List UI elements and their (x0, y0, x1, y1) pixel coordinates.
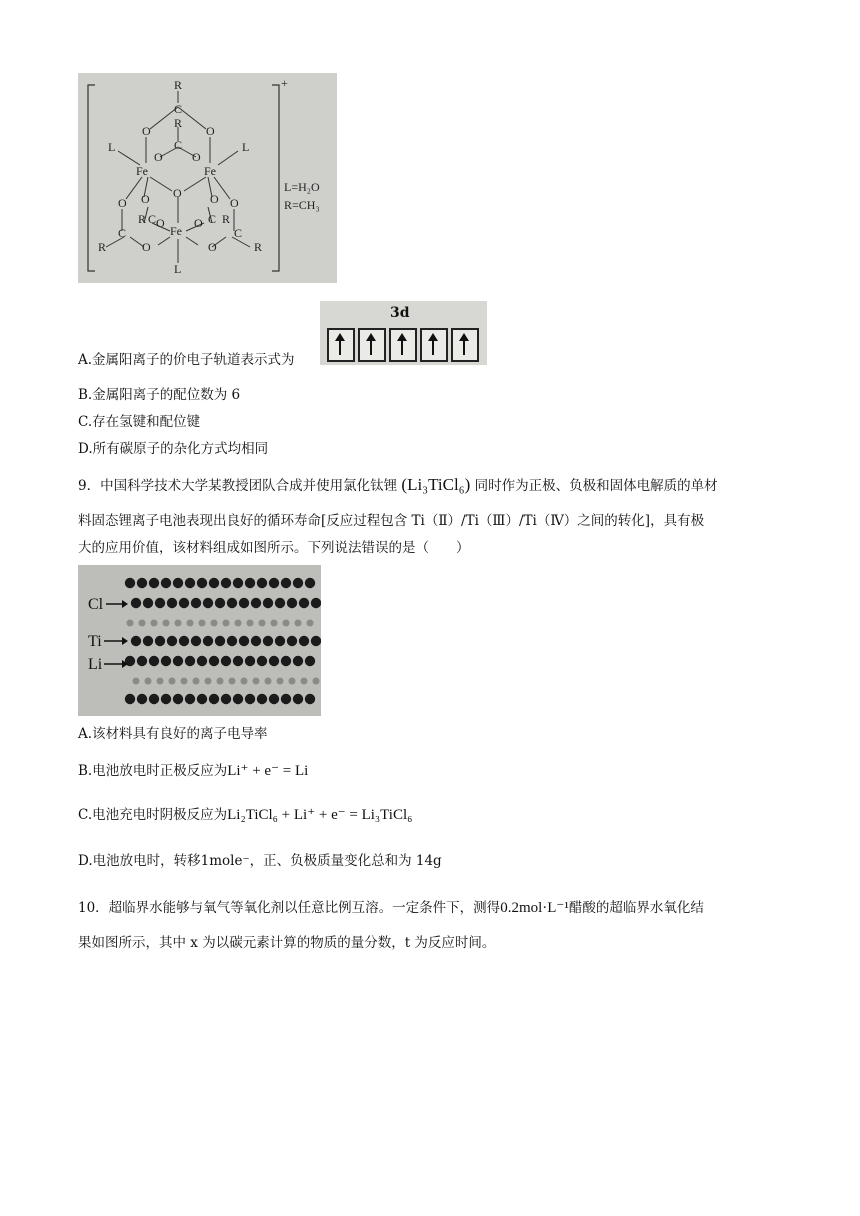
atom (299, 636, 309, 646)
li-atom (259, 620, 266, 627)
li-atom (271, 620, 278, 627)
atom (185, 694, 195, 704)
li-atom (295, 620, 302, 627)
atom (137, 578, 147, 588)
q9-option-b: B.电池放电时正极反应为Li⁺ + e⁻ = Li (78, 763, 309, 779)
atom (191, 598, 201, 608)
atom (221, 578, 231, 588)
svg-text:L: L (242, 140, 250, 154)
atom (185, 578, 195, 588)
atom (143, 636, 153, 646)
atom (209, 656, 219, 666)
atom (263, 636, 273, 646)
svg-text:R: R (174, 116, 183, 130)
atom (215, 636, 225, 646)
atom (251, 598, 261, 608)
label-li: Li (88, 656, 103, 673)
svg-text:C: C (234, 226, 243, 240)
atom (221, 694, 231, 704)
legend-r: R=CH₃ (284, 198, 320, 212)
svg-text:O: O (141, 192, 150, 206)
atom (173, 694, 183, 704)
iron-complex-figure (78, 73, 337, 283)
atom (245, 694, 255, 704)
atom (167, 598, 177, 608)
atom (203, 636, 213, 646)
q8-option-a: A.金属阳离子的价电子轨道表示式为 (78, 352, 295, 368)
atom (155, 636, 165, 646)
up-arrow-icon (432, 335, 434, 355)
atom (149, 694, 159, 704)
li-atom (277, 678, 284, 685)
label-ti: Ti (88, 633, 102, 650)
q10-intro-line2: 果如图所示，其中 x 为以碳元素计算的物质的量分数，t 为反应时间。 (78, 935, 496, 951)
li-atom (229, 678, 236, 685)
li-atom (145, 678, 152, 685)
svg-text:O: O (192, 150, 201, 164)
svg-text:O: O (173, 186, 182, 200)
atom (239, 598, 249, 608)
svg-text:O: O (194, 216, 203, 230)
atom (197, 656, 207, 666)
atom (311, 636, 321, 646)
atom (197, 694, 207, 704)
svg-text:C: C (148, 212, 157, 226)
li-atom (253, 678, 260, 685)
atom (293, 578, 303, 588)
atom (233, 656, 243, 666)
atom (293, 656, 303, 666)
atom (239, 636, 249, 646)
svg-text:L: L (174, 262, 182, 276)
svg-text:O: O (142, 240, 151, 254)
atom (167, 636, 177, 646)
atom (293, 694, 303, 704)
atom (203, 598, 213, 608)
atom (137, 694, 147, 704)
li-atom (205, 678, 212, 685)
atom (275, 598, 285, 608)
svg-text:O: O (142, 124, 151, 138)
up-arrow-icon (401, 335, 403, 355)
li-atom (187, 620, 194, 627)
atom (275, 636, 285, 646)
atom-fe-left: Fe (136, 164, 148, 178)
atom (179, 598, 189, 608)
svg-text:O: O (210, 192, 219, 206)
q8-option-b: B.金属阳离子的配位数为 6 (78, 387, 241, 403)
li-atom (157, 678, 164, 685)
svg-text:C: C (174, 138, 183, 152)
li-atom (307, 620, 314, 627)
up-arrow-icon (370, 335, 372, 355)
q9-option-a: A.该材料具有良好的离子电导率 (78, 726, 268, 742)
atom (149, 578, 159, 588)
q8-option-d: D.所有碳原子的杂化方式均相同 (78, 441, 269, 457)
atom (227, 636, 237, 646)
q10-intro-line1: 10．超临界水能够与氧气等氧化剂以任意比例互溶。一定条件下，测得0.2mol·L⁻¹醋酸的超临界水氧化结 (78, 900, 704, 916)
atom (305, 656, 315, 666)
q9-option-c: C.电池充电时阴极反应为Li₂TiCl₆ + Li⁺ + e⁻ = Li₃TiCl₆ (78, 807, 413, 823)
up-arrow-icon (339, 335, 341, 355)
li-atom (151, 620, 158, 627)
atom (269, 694, 279, 704)
li-atom (175, 620, 182, 627)
atom (287, 598, 297, 608)
atom (281, 694, 291, 704)
li-atom (199, 620, 206, 627)
li-atom (217, 678, 224, 685)
atom (233, 694, 243, 704)
li-atom (169, 678, 176, 685)
li-atom (133, 678, 140, 685)
atom (311, 598, 321, 608)
svg-text:R: R (254, 240, 263, 254)
atom (125, 694, 135, 704)
svg-text:L: L (108, 140, 116, 154)
atom (173, 578, 183, 588)
orbital-label: 3d (390, 305, 410, 321)
svg-text:C: C (174, 102, 183, 116)
orbital-cell (451, 328, 479, 362)
svg-text:+: + (281, 76, 288, 90)
q9-intro-line1: 9．中国科学技术大学某教授团队合成并使用氯化钛锂 (Li₃TiCl₆) 同时作为正极、负极和固体电解质的单材 (78, 475, 718, 494)
li-atom (283, 620, 290, 627)
orbital-cell (389, 328, 417, 362)
atom (287, 636, 297, 646)
li-atom (163, 620, 170, 627)
atom (197, 578, 207, 588)
atom (143, 598, 153, 608)
atom (227, 598, 237, 608)
atom (257, 578, 267, 588)
atom-fe-right: Fe (204, 164, 216, 178)
q9-intro-line3: 大的应用价值，该材料组成如图所示。下列说法错误的是（ ） (78, 540, 470, 556)
atom-r: R (174, 78, 183, 92)
svg-text:R: R (138, 212, 147, 226)
orbital-cell (358, 328, 386, 362)
atom-fe-bottom: Fe (170, 224, 182, 238)
atom (149, 656, 159, 666)
atom (161, 656, 171, 666)
atom (209, 578, 219, 588)
atom (131, 598, 141, 608)
orbital-diagram (320, 301, 487, 365)
atom (257, 656, 267, 666)
svg-text:O: O (206, 124, 215, 138)
li-atom (127, 620, 134, 627)
label-cl: Cl (88, 596, 104, 613)
svg-text:O: O (156, 216, 165, 230)
atom (233, 578, 243, 588)
li-atom (181, 678, 188, 685)
li-atom (211, 620, 218, 627)
atom (221, 656, 231, 666)
atom (281, 656, 291, 666)
svg-text:O: O (154, 150, 163, 164)
atom (269, 578, 279, 588)
atom (155, 598, 165, 608)
li-atom (235, 620, 242, 627)
atom (305, 694, 315, 704)
li-atom (223, 620, 230, 627)
li-atom (265, 678, 272, 685)
svg-text:R: R (222, 212, 231, 226)
orbital-cell (420, 328, 448, 362)
atom (245, 656, 255, 666)
atom (269, 656, 279, 666)
atom (305, 578, 315, 588)
li-atom (289, 678, 296, 685)
q9-intro-line2: 料固态锂离子电池表现出良好的循环寿命[反应过程包含 Ti（Ⅱ）/Ti（Ⅲ）/Ti（Ⅳ）之间的转化]，具有极 (78, 513, 705, 529)
atom (215, 598, 225, 608)
svg-text:R: R (98, 240, 107, 254)
li-atom (313, 678, 320, 685)
li-atom (241, 678, 248, 685)
atom (263, 598, 273, 608)
svg-text:O: O (118, 196, 127, 210)
q9-option-d: D.电池放电时，转移1mole⁻，正、负极质量变化总和为 14g (78, 853, 442, 869)
atom (137, 656, 147, 666)
atom (125, 578, 135, 588)
atom (185, 656, 195, 666)
up-arrow-icon (463, 335, 465, 355)
atom (281, 578, 291, 588)
atom (245, 578, 255, 588)
atom (131, 636, 141, 646)
legend-l: L=H₂O (284, 180, 320, 194)
atom (257, 694, 267, 704)
atom (161, 694, 171, 704)
atom (251, 636, 261, 646)
svg-text:O: O (208, 240, 217, 254)
svg-text:C: C (118, 226, 127, 240)
atom (179, 636, 189, 646)
svg-text:C: C (208, 212, 217, 226)
orbital-cell (327, 328, 355, 362)
crystal-structure-figure (78, 565, 321, 716)
li-atom (193, 678, 200, 685)
q8-option-c: C.存在氢键和配位键 (78, 414, 201, 430)
atom (161, 578, 171, 588)
atom (299, 598, 309, 608)
li-atom (139, 620, 146, 627)
svg-text:O: O (230, 196, 239, 210)
atom (173, 656, 183, 666)
formula-li3ticl6: (Li₃TiCl₆) (401, 475, 471, 494)
li-atom (301, 678, 308, 685)
li-atom (247, 620, 254, 627)
atom (209, 694, 219, 704)
atom (191, 636, 201, 646)
